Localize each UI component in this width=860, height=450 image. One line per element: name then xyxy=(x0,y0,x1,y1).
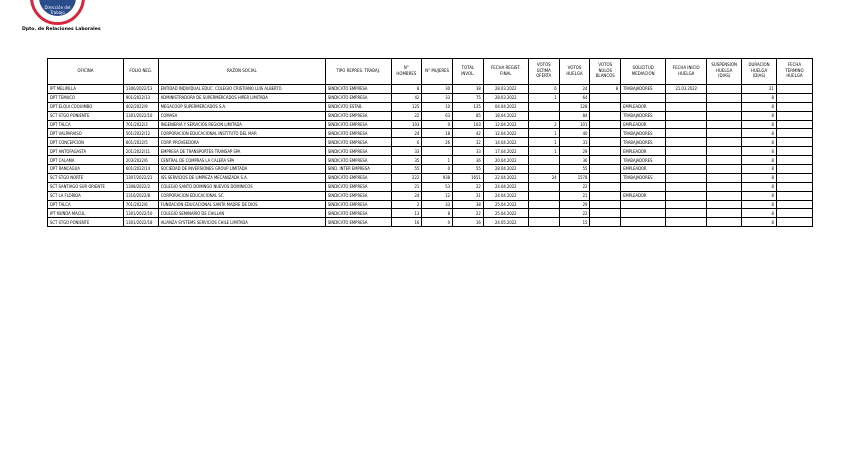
table-row xyxy=(48,191,813,200)
table-cell: 24.05.2022 xyxy=(483,218,528,227)
column-header: N° MUJERES xyxy=(422,59,453,85)
table-cell: 63 xyxy=(422,111,453,120)
column-header: OFICINA xyxy=(48,59,124,85)
table-cell xyxy=(776,156,812,165)
table-cell xyxy=(666,102,707,111)
table-cell: 17.04.2022 xyxy=(483,147,528,156)
table-cell: 22 xyxy=(559,182,590,191)
table-cell: 28.04.2022 xyxy=(483,165,528,174)
table-row xyxy=(48,173,813,182)
table-cell xyxy=(528,111,559,120)
table-cell: 8 xyxy=(742,120,777,129)
logo-line-1: Dirección del xyxy=(44,5,71,10)
table-cell xyxy=(707,147,742,156)
table-cell: EMPLEADOR xyxy=(621,165,666,174)
table-cell xyxy=(590,218,621,227)
table-cell: 24 xyxy=(391,129,422,138)
table-cell: 1 xyxy=(528,93,559,102)
table-row xyxy=(48,182,813,191)
table-cell: ADMINISTRADORA DE SUPERMERCADOS HIPER LIMITADA xyxy=(158,93,325,102)
table-cell xyxy=(707,138,742,147)
table-cell: 33 xyxy=(391,147,422,156)
table-cell: 24 xyxy=(528,173,559,182)
table-cell: 24 xyxy=(559,85,590,94)
table-cell xyxy=(776,138,812,147)
table-cell: 84 xyxy=(559,111,590,120)
table-cell: 22 xyxy=(453,209,484,218)
table-cell xyxy=(707,102,742,111)
table-cell: 8 xyxy=(742,218,777,227)
table-cell: DPT ELQUI COQUIMBO xyxy=(48,102,124,111)
table-cell: 40 xyxy=(559,129,590,138)
column-header: VOTOS NULOS BLANCOS xyxy=(590,59,621,85)
table-cell: ENTIDAD INDIVIDUAL EDUC. COLEGIO CRISTIANO LUIS ALBERTO xyxy=(158,85,325,94)
table-row xyxy=(48,102,813,111)
table-row xyxy=(48,138,813,147)
table-cell: EMPLEADOR xyxy=(621,191,666,200)
table-cell: TRABAJADORES xyxy=(621,129,666,138)
table-cell: EMPLEADOR xyxy=(621,120,666,129)
table-cell: 21 xyxy=(559,191,590,200)
column-header: RAZON SOCIAL xyxy=(158,59,325,85)
table-cell xyxy=(707,209,742,218)
table-cell xyxy=(528,156,559,165)
table-cell: 55 xyxy=(391,165,422,174)
table-cell: 75 xyxy=(453,93,484,102)
table-cell: DPT CALAMA xyxy=(48,156,124,165)
table-cell: COLEGIO SANTO DOMINGO NUEVOS DOMINICOS xyxy=(158,182,325,191)
table-header-row xyxy=(48,59,813,85)
column-header: DURACION HUELGA (DIAS) xyxy=(742,59,777,85)
table-cell: SINDICATO EMPRESA xyxy=(325,138,391,147)
table-cell: 16 xyxy=(453,218,484,227)
table-cell: 222 xyxy=(391,173,422,182)
table-cell: 1307/2022/21 xyxy=(123,173,158,182)
table-cell xyxy=(707,173,742,182)
table-body xyxy=(48,85,813,227)
table-cell xyxy=(707,129,742,138)
table-cell: 53 xyxy=(422,182,453,191)
table-cell: 22 xyxy=(453,182,484,191)
table-cell: 29 xyxy=(559,200,590,209)
table-cell: 8 xyxy=(742,138,777,147)
table-cell xyxy=(776,147,812,156)
table-cell: SINDICATO ESTAB. xyxy=(325,102,391,111)
table-cell: SINDICATO EMPRESA xyxy=(325,129,391,138)
table-cell xyxy=(776,111,812,120)
table-cell xyxy=(590,165,621,174)
table-cell: COLEGIO SEMINARIO DE CHILLAN xyxy=(158,209,325,218)
table-cell xyxy=(776,200,812,209)
table-cell: 8 xyxy=(742,93,777,102)
table-cell xyxy=(666,120,707,129)
table-cell xyxy=(776,120,812,129)
table-cell: 25.04.2022 xyxy=(483,200,528,209)
table-cell: SINDICATO EMPRESA xyxy=(325,120,391,129)
table-cell: SINDICATO EMPRESA xyxy=(325,218,391,227)
table-cell xyxy=(590,102,621,111)
table-cell: 21.03.2022 xyxy=(666,85,707,94)
table-cell: 2 xyxy=(528,120,559,129)
table-cell: 25.04.2022 xyxy=(483,209,528,218)
table-row xyxy=(48,156,813,165)
table-cell: 8 xyxy=(742,129,777,138)
table-cell: 24 xyxy=(391,191,422,200)
table-cell xyxy=(666,209,707,218)
table-cell: 8 xyxy=(742,156,777,165)
table-cell: 8 xyxy=(742,147,777,156)
table-cell xyxy=(666,129,707,138)
table-cell xyxy=(528,182,559,191)
table-cell xyxy=(707,156,742,165)
table-cell: 101 xyxy=(559,120,590,129)
table-cell: EMPRESA DE TRANSPORTES TRANSAP SPA xyxy=(158,147,325,156)
table-cell: 55 xyxy=(559,165,590,174)
table-cell: 8 xyxy=(422,209,453,218)
table-cell: 201/2022/11 xyxy=(123,147,158,156)
table-cell: MEGACOOP SUPERMERCADOS S.A. xyxy=(158,102,325,111)
table-cell xyxy=(707,218,742,227)
table-cell: 8 xyxy=(742,200,777,209)
table-cell xyxy=(707,200,742,209)
table-cell: 22 xyxy=(391,111,422,120)
table-cell xyxy=(776,165,812,174)
table-cell xyxy=(666,138,707,147)
table-cell xyxy=(590,182,621,191)
table-cell xyxy=(590,191,621,200)
table-cell xyxy=(776,218,812,227)
column-header: FOLIO NEG. xyxy=(123,59,158,85)
logo-text xyxy=(33,5,82,15)
column-header: TOTAL INVOL. xyxy=(453,59,484,85)
table-cell xyxy=(776,182,812,191)
table-cell: 8 xyxy=(742,165,777,174)
table-cell xyxy=(666,218,707,227)
table-cell: SINDICATO EMPRESA xyxy=(325,200,391,209)
table-cell xyxy=(528,102,559,111)
table-cell: CORP. PROVEEDORA xyxy=(158,138,325,147)
table-cell: 1578 xyxy=(559,173,590,182)
table-cell xyxy=(707,93,742,102)
table-cell: 1 xyxy=(528,129,559,138)
table-cell: 33 xyxy=(422,200,453,209)
table-cell: 33 xyxy=(422,93,453,102)
table-cell: 6 xyxy=(528,85,559,94)
table-cell: DPT ANTOFAGASTA xyxy=(48,147,124,156)
table-cell: TRABAJADORES xyxy=(621,111,666,120)
table-cell: 16 xyxy=(391,218,422,227)
column-header: FECHA INICIO HUELGA xyxy=(666,59,707,85)
table-cell xyxy=(528,209,559,218)
table-cell: 8 xyxy=(742,182,777,191)
table-cell: 8 xyxy=(590,85,621,94)
table-cell: 21 xyxy=(742,85,777,94)
table-cell xyxy=(621,218,666,227)
table-cell xyxy=(590,111,621,120)
table-cell: ISS SERVICIOS DE LIMPIEZA MECANIZADA S.A. xyxy=(158,173,325,182)
table-cell: SCT LA FLORIDA xyxy=(48,191,124,200)
column-header: N° HOMBRES xyxy=(391,59,422,85)
table-cell: 1 xyxy=(422,156,453,165)
table-cell: 31 xyxy=(453,191,484,200)
table-cell: 2 xyxy=(391,200,422,209)
table-cell xyxy=(707,165,742,174)
table-cell: 701/2022/3 xyxy=(123,120,158,129)
table-cell: TRABAJADORES xyxy=(621,156,666,165)
table-cell: 103 xyxy=(453,120,484,129)
table-cell: SCT STGO NORTE xyxy=(48,173,124,182)
table-cell: 26 xyxy=(422,138,453,147)
column-header: VOTOS ÚLTIMA OFERTA xyxy=(528,59,559,85)
table-cell: DPT TALCA xyxy=(48,120,124,129)
table-cell: CORPORACION EDUCACIONAL INSTITUTO DEL MAR xyxy=(158,129,325,138)
column-header: TIPO REPRES. TRABAJ. xyxy=(325,59,391,85)
table-cell xyxy=(590,120,621,129)
table-cell: 103 xyxy=(391,120,422,129)
table-row xyxy=(48,120,813,129)
table-cell: 20.04.2022 xyxy=(483,156,528,165)
table-cell: 1306/2022/13 xyxy=(123,85,158,94)
table-cell: SCT SANTIAGO SUR ORIENTE xyxy=(48,182,124,191)
table-cell: 12 xyxy=(422,191,453,200)
table-cell xyxy=(776,173,812,182)
table-cell: 8 xyxy=(742,191,777,200)
table-cell: 36 xyxy=(559,156,590,165)
table-cell: 1 xyxy=(528,147,559,156)
table-cell: SINDICATO EMPRESA xyxy=(325,173,391,182)
table-cell xyxy=(590,156,621,165)
table-cell: 29 xyxy=(559,147,590,156)
table-cell: 801/2022/5 xyxy=(123,138,158,147)
table-cell xyxy=(666,93,707,102)
table-cell: 1 xyxy=(528,138,559,147)
table-cell xyxy=(666,173,707,182)
table-row xyxy=(48,200,813,209)
table-cell: 22 xyxy=(559,209,590,218)
table-cell xyxy=(590,129,621,138)
table-cell xyxy=(621,209,666,218)
table-cell: 0 xyxy=(422,165,453,174)
table-cell: 6 xyxy=(391,138,422,147)
table-cell: 55 xyxy=(453,165,484,174)
table-cell xyxy=(776,93,812,102)
table-cell: 0 xyxy=(422,120,453,129)
table-cell: 15 xyxy=(559,218,590,227)
table-cell xyxy=(666,147,707,156)
table-cell xyxy=(666,191,707,200)
table-cell xyxy=(666,182,707,191)
table-cell: 12.04.2022 xyxy=(483,120,528,129)
table-row xyxy=(48,93,813,102)
table-cell: 33 xyxy=(453,147,484,156)
table-row xyxy=(48,218,813,227)
table-cell xyxy=(590,200,621,209)
table-cell: SINDICATO EMPRESA xyxy=(325,85,391,94)
table-cell: 10 xyxy=(422,102,453,111)
table-cell: 38 xyxy=(453,85,484,94)
table-cell xyxy=(590,147,621,156)
table-cell: 8 xyxy=(742,102,777,111)
table-cell: SINDICATO EMPRESA xyxy=(325,156,391,165)
table-cell: 402/2022/9 xyxy=(123,102,158,111)
table-cell: EMPLEADOR xyxy=(621,102,666,111)
table-cell: DPT RANCAGUA xyxy=(48,165,124,174)
table-cell: 13 xyxy=(391,209,422,218)
column-header: SUSPENSION HUELGA (DIAS) xyxy=(707,59,742,85)
table-cell: 8 xyxy=(742,173,777,182)
table-cell: 42 xyxy=(391,93,422,102)
table-row xyxy=(48,165,813,174)
table-cell: 31 xyxy=(559,138,590,147)
table-cell: 8 xyxy=(742,209,777,218)
table-cell: 42 xyxy=(453,129,484,138)
table-cell: 1301/2022/18 xyxy=(123,218,158,227)
table-cell: 1651 xyxy=(453,173,484,182)
table-cell: 1301/2022/10 xyxy=(123,111,158,120)
table-cell: IPT ÑUÑOA MACUL xyxy=(48,209,124,218)
table-cell: SINDICATO EMPRESA xyxy=(325,111,391,120)
table-cell: SCT STGO PONIENTE xyxy=(48,218,124,227)
table-cell xyxy=(621,200,666,209)
table-cell: DPT TEMUCO xyxy=(48,93,124,102)
table-cell: SINDICATO EMPRESA xyxy=(325,191,391,200)
table-cell: SINDICATO EMPRESA xyxy=(325,182,391,191)
table-cell: 601/2022/14 xyxy=(123,165,158,174)
table-cell xyxy=(707,85,742,94)
table-cell xyxy=(528,218,559,227)
table-cell: ALIANZA SYSTEMS SERVICIOS CHILE LIMITADA xyxy=(158,218,325,227)
table-cell: 38 xyxy=(453,200,484,209)
table-cell: SOCIEDAD DE INVERSIONES GROUP LIMITADA xyxy=(158,165,325,174)
table-cell xyxy=(666,200,707,209)
table-cell: 12.04.2022 xyxy=(483,129,528,138)
table-cell: DPT CONCEPCION xyxy=(48,138,124,147)
table-cell: TRABAJADORES xyxy=(621,85,666,94)
table-cell: 22.04.2022 xyxy=(483,173,528,182)
table-cell: 938 xyxy=(422,173,453,182)
table-cell: 18.04.2022 xyxy=(483,111,528,120)
table-row xyxy=(48,111,813,120)
table-cell: 135 xyxy=(453,102,484,111)
table-cell: 21 xyxy=(391,182,422,191)
table-cell: EMPLEADOR xyxy=(621,147,666,156)
table-cell: 14.04.2022 xyxy=(483,138,528,147)
table-cell: TRABAJADORES xyxy=(621,173,666,182)
table-cell xyxy=(528,191,559,200)
table-cell xyxy=(590,173,621,182)
table-cell: SINDICATO EMPRESA xyxy=(325,93,391,102)
table-cell: DPT TALCA xyxy=(48,200,124,209)
table-cell xyxy=(776,102,812,111)
table-cell: 1316/2022/8 xyxy=(123,191,158,200)
table-cell xyxy=(666,156,707,165)
table-cell: 30 xyxy=(422,85,453,94)
table-cell: SIND. INTER EMPRESA xyxy=(325,165,391,174)
table-cell: 1308/2022/2 xyxy=(123,182,158,191)
table-cell: 501/2022/12 xyxy=(123,129,158,138)
table-row xyxy=(48,129,813,138)
table-cell: 85 xyxy=(453,111,484,120)
column-header: VOTOS HUELGA xyxy=(559,59,590,85)
table-cell: IPT MELIPILLA xyxy=(48,85,124,94)
table-row xyxy=(48,85,813,94)
table-cell: COMASA xyxy=(158,111,325,120)
table-cell xyxy=(776,85,812,94)
table-cell xyxy=(707,111,742,120)
table-cell: 35 xyxy=(391,156,422,165)
table-cell: 1301/2022/10 xyxy=(123,209,158,218)
table-cell: 24.04.2022 xyxy=(483,191,528,200)
table-row xyxy=(48,209,813,218)
table-cell: 125 xyxy=(391,102,422,111)
table-cell xyxy=(590,138,621,147)
table-cell: TRABAJADORES xyxy=(621,138,666,147)
table-cell: SINDICATO EMPRESA xyxy=(325,147,391,156)
column-header: FECHA TERMINO HUELGA xyxy=(776,59,812,85)
table-cell: 8 xyxy=(742,111,777,120)
table-row xyxy=(48,147,813,156)
table-cell xyxy=(707,182,742,191)
direccion-del-trabajo-logo xyxy=(30,0,85,25)
table-cell xyxy=(528,165,559,174)
table-cell: INGENIERIA Y SERVICIOS REGION LIMITADA xyxy=(158,120,325,129)
table-cell: 901/2022/13 xyxy=(123,93,158,102)
table-cell: DPT VALPARAISO xyxy=(48,129,124,138)
table-cell xyxy=(666,165,707,174)
table-cell: 64 xyxy=(559,93,590,102)
table-cell xyxy=(707,120,742,129)
table-cell: 24.04.2022 xyxy=(483,182,528,191)
table-cell xyxy=(776,209,812,218)
department-label: Dpto. de Relaciones Laborales xyxy=(22,27,101,32)
table-cell xyxy=(621,93,666,102)
table-cell xyxy=(666,111,707,120)
table-cell xyxy=(528,200,559,209)
table-cell: 8 xyxy=(391,85,422,94)
column-header: SOLICITUD MEDIACION xyxy=(621,59,666,85)
table-cell: 203/2022/6 xyxy=(123,156,158,165)
table-cell: 0 xyxy=(422,218,453,227)
table-cell xyxy=(621,182,666,191)
table-cell: 28.03.2022 xyxy=(483,85,528,94)
table-cell: CENTRAL DE COMPRAS LA CALERA SPA xyxy=(158,156,325,165)
table-cell: 128 xyxy=(559,102,590,111)
column-header: FECHA REGIST. FINAL xyxy=(483,59,528,85)
table-cell: 28.03.2022 xyxy=(483,93,528,102)
table-cell: 701/2022/6 xyxy=(123,200,158,209)
table-cell: FUNDACION EDUCACIONAL SANTA MADRE DE DIOS xyxy=(158,200,325,209)
table-cell: SINDICATO EMPRESA xyxy=(325,209,391,218)
table-cell: CORPORACION EDUCACIONAL SC xyxy=(158,191,325,200)
table-cell: 18 xyxy=(422,129,453,138)
table-cell xyxy=(776,191,812,200)
table-cell: SCT STGO PONIENTE xyxy=(48,111,124,120)
strike-negotiations-table xyxy=(47,58,813,227)
logo-line-2: Trabajo xyxy=(50,10,65,15)
table-cell xyxy=(590,209,621,218)
table-cell: 36 xyxy=(453,156,484,165)
table-cell xyxy=(422,147,453,156)
table-cell: 04.04.2022 xyxy=(483,102,528,111)
table-cell xyxy=(776,129,812,138)
table-cell xyxy=(707,191,742,200)
table-cell xyxy=(590,93,621,102)
table-cell: 32 xyxy=(453,138,484,147)
